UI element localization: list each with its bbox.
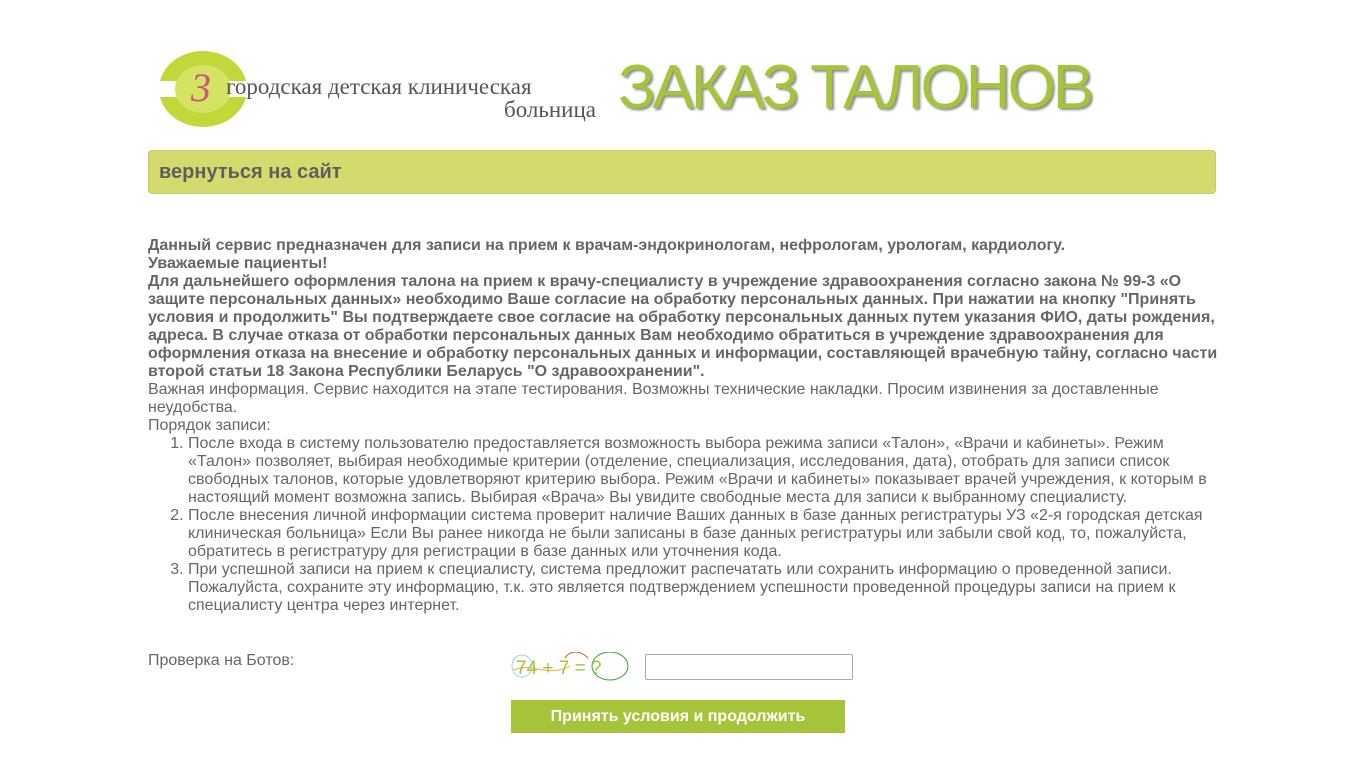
steps-list	[148, 435, 1218, 615]
logo-text-line-2: больница	[504, 97, 596, 122]
logo-text-line-1: городская детская клиническая	[226, 74, 532, 99]
service-description: Данный сервис предназначен для записи на прием к врачам-эндокринологам, нефрологам, урологам, кардиологу.	[148, 237, 1066, 254]
order-heading: Порядок записи:	[148, 417, 271, 434]
list-item: 3. При успешной записи на прием к специалисту, система предложит распечатать или сохранить информацию о проведенной записи. Пожалуйста, сохраните эту информацию, т.к. это является подтверждением успешности проведенной процедуры записи на прием к специалисту центра через интернет.	[188, 561, 1218, 615]
captcha-input[interactable]	[645, 654, 853, 680]
captcha-label: Проверка на Ботов:	[148, 652, 295, 669]
list-item: 2. После внесения личной информации система проверит наличие Ваших данных в базе данных регистратуры УЗ «2-я городская детская клиническая больница» Если Вы ранее никогда не были записаны в базе данных регистратуры или забыли свой код, то, пожалуйста, обратитесь в регистратуру для регистрации в базе данных или уточнения кода.	[188, 507, 1218, 561]
greeting: Уважаемые пациенты!	[148, 255, 328, 272]
list-item: 1. После входа в систему пользователю предоставляется возможность выбора режима записи «Талон», «Врачи и кабинеты». Режим «Талон» позволяет, выбирая необходимые критерии (отделение, специализация, исследования, дата), отобрать для записи список свободных талонов, которые удовлетворяют критерию выбора. Режим «Врачи и кабинеты» показывает врачей учреждения, к которым в настоящий момент возможна запись. Выбирая «Врача» Вы увидите свободные места для записи к выбранному специалисту.	[188, 435, 1218, 507]
captcha-image	[510, 652, 630, 682]
back-to-site-link[interactable]: вернуться на сайт	[159, 161, 342, 183]
page	[148, 0, 1218, 725]
captcha-row	[148, 652, 1218, 692]
important-info: Важная информация. Сервис находится на этапе тестирования. Возможны технические накладки. Просим извинения за доставленные неудобства.	[148, 381, 1159, 416]
logo-number: 3	[191, 65, 211, 110]
nav-bar	[148, 150, 1216, 194]
captcha-expression: 74 + 7 = ?	[516, 658, 602, 679]
accept-and-continue-button[interactable]: Принять условия и продолжить	[511, 700, 845, 733]
header	[148, 0, 1218, 150]
consent-text: Для дальнейшего оформления талона на прием к врачу-специалисту в учреждение здравоохранения согласно закона № 99-3 «О защите персональных данных» необходимо Ваше согласие на обработку персональных данных. При нажатии на кнопку "Принять условия и продолжить" Вы подтверждаете свое согласие на обработку персональных данных путем указания ФИО, даты рождения, адреса. В случае отказа от обработки персональных данных Вам необходимо обратиться в учреждение здравоохранения для оформления отказа на внесение и обработку персональных данных и информации, составляющей врачебную тайну, согласно части второй статьи 18 Закона Республики Беларусь "О здравоохранении".	[148, 273, 1218, 380]
main-content	[148, 237, 1218, 615]
page-title: ЗАКАЗ ТАЛОНОВ	[618, 53, 1092, 122]
